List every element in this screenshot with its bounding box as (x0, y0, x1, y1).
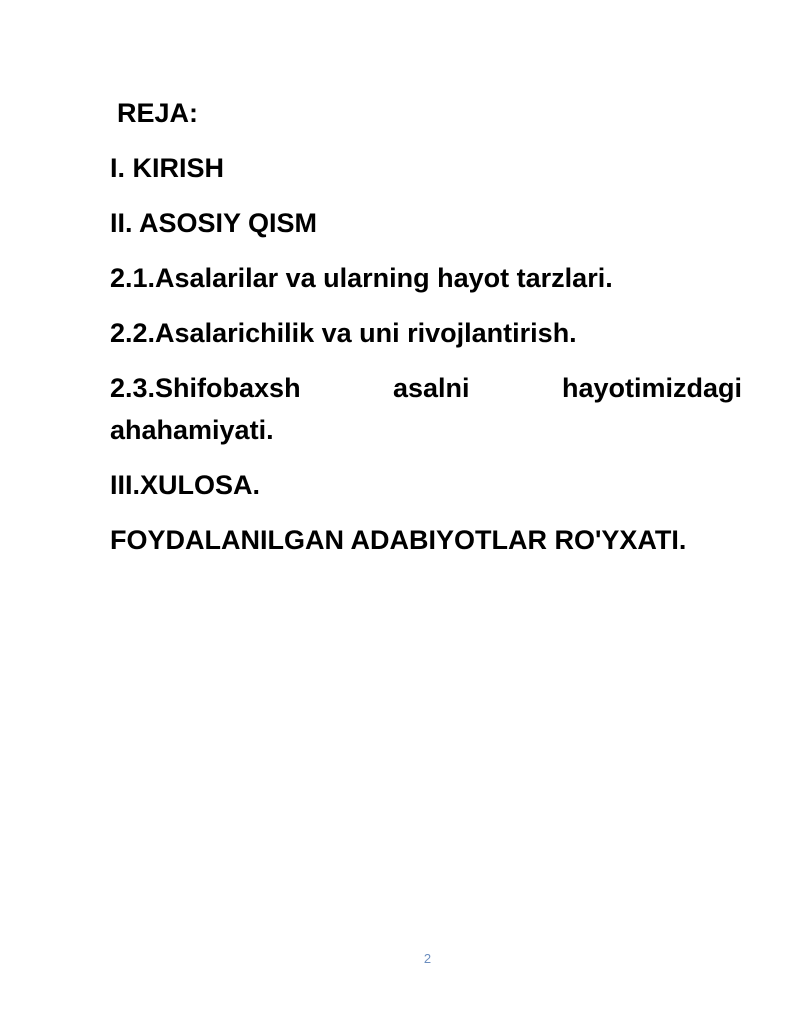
plan-item-2-3-word-3: hayotimizdagi (561, 373, 742, 403)
plan-item-2-3-first-row (110, 367, 742, 409)
plan-item-2-2: 2.2.Asalarichilik va uni rivojlantirish. (110, 318, 577, 348)
plan-item-2-1: 2.1.Asalarilar va ularning hayot tarzlari. (110, 263, 613, 293)
plan-item-references: FOYDALANILGAN ADABIYOTLAR RO'YXATI. (110, 525, 687, 555)
plan-item-main-part: II. ASOSIY QISM (110, 208, 318, 238)
plan-item-conclusion: III.XULOSA. (110, 470, 261, 500)
plan-item-2-3-word-1: 2.3.Shifobaxsh (110, 373, 301, 403)
plan-item-2-3-word-2: asalni (392, 373, 470, 403)
plan-item-2-3 (110, 367, 742, 451)
page-number: 2 (423, 951, 432, 966)
plan-item-introduction: I. KIRISH (110, 153, 225, 183)
plan-item-2-3-continuation: ahahamiyati. (110, 415, 274, 445)
plan-heading: REJA: (117, 98, 199, 128)
plan-content (110, 92, 742, 574)
